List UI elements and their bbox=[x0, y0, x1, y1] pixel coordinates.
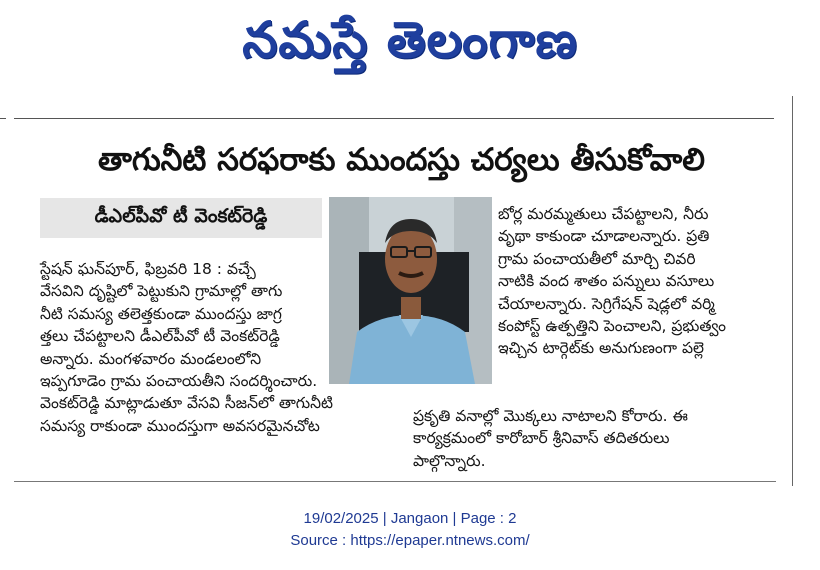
body-line: వేసవిని దృష్టిలో పెట్టుకుని గ్రామాల్లో తాగు bbox=[40, 282, 283, 301]
footer bbox=[0, 508, 820, 552]
body-line: కంపోస్ట్ ఉత్పత్తిని పెంచాలని, ప్రభుత్వం bbox=[498, 317, 727, 336]
masthead-title: నమస్తే తెలంగాణ bbox=[242, 11, 578, 69]
body-line: నాటికి వంద శాతం పన్నులు వసూలు bbox=[498, 272, 715, 291]
column-rule bbox=[792, 96, 793, 486]
body-line: స్టేషన్ ఘన్‌పూర్, ఫిబ్రవరి 18 : వచ్చే bbox=[40, 260, 256, 278]
footer-source: Source : https://epaper.ntnews.com/ bbox=[290, 532, 530, 549]
body-line: కార్యక్రమంలో కారోబార్ శ్రీనివాస్ తదితరులు bbox=[413, 429, 670, 448]
body-line: వెంకట్‌రెడ్డి మాట్లాడుతూ వేసవి సీజన్‌లో తాగునీటి bbox=[40, 394, 334, 413]
body-line: సమస్య రాకుండా ముందస్తుగా అవసరమైనచోట bbox=[40, 416, 320, 435]
footer-date-edition: 19/02/2025 | Jangaon | Page : 2 bbox=[303, 510, 517, 527]
body-line: చేయాలన్నారు. సెగ్రిగేషన్ షెడ్లలో వర్మి bbox=[498, 294, 715, 313]
body-line: ఇప్పగూడెం గ్రామ పంచాయతీని సందర్శించారు. bbox=[40, 372, 318, 391]
body-line: అన్నారు. మంగళవారం మండలంలోని bbox=[40, 349, 262, 368]
article-border-top bbox=[14, 118, 774, 119]
body-line: పాల్గొన్నారు. bbox=[413, 451, 486, 470]
masthead bbox=[0, 0, 820, 78]
body-line: ప్రకృతి వనాల్లో మొక్కలు నాటాలని కోరారు. ఈ bbox=[413, 407, 688, 425]
left-edge-rule bbox=[0, 118, 6, 484]
byline-box bbox=[40, 198, 322, 238]
cut-off-text-right bbox=[470, 88, 770, 102]
byline: డీఎల్‌పీవో టీ వెంకట్‌రెడ్డి bbox=[94, 204, 268, 227]
body-line: నీటి సమస్య తలెత్తకుండా ముందస్తు జాగ్ర bbox=[40, 304, 282, 323]
article-body-right-top bbox=[498, 203, 773, 360]
body-line: వృథా కాకుండా చూడాలన్నారు. ప్రతి bbox=[498, 227, 710, 246]
article-body-left bbox=[40, 258, 390, 437]
article-headline: తాగునీటి సరఫరాకు ముందస్తు చర్యలు తీసుకోవాలి bbox=[97, 142, 706, 178]
adjacent-column-fragment bbox=[798, 96, 820, 486]
article-body-right-bottom bbox=[413, 405, 773, 472]
article-border-bottom bbox=[14, 481, 776, 482]
body-line: త్తలు చేపట్టాలని డీఎల్‌పీవో టీ వెంకట్‌రెడ్డి bbox=[40, 327, 280, 346]
body-line: బోర్ల మరమ్మతులు చేపట్టాలని, నీరు bbox=[498, 205, 709, 223]
body-line: ఇచ్చిన టార్గెట్‌కు అనుగుణంగా పల్లె bbox=[498, 339, 704, 358]
body-line: గ్రామ పంచాయతీలో మార్చి చివరి bbox=[498, 249, 696, 268]
cut-off-text-left bbox=[30, 88, 330, 102]
